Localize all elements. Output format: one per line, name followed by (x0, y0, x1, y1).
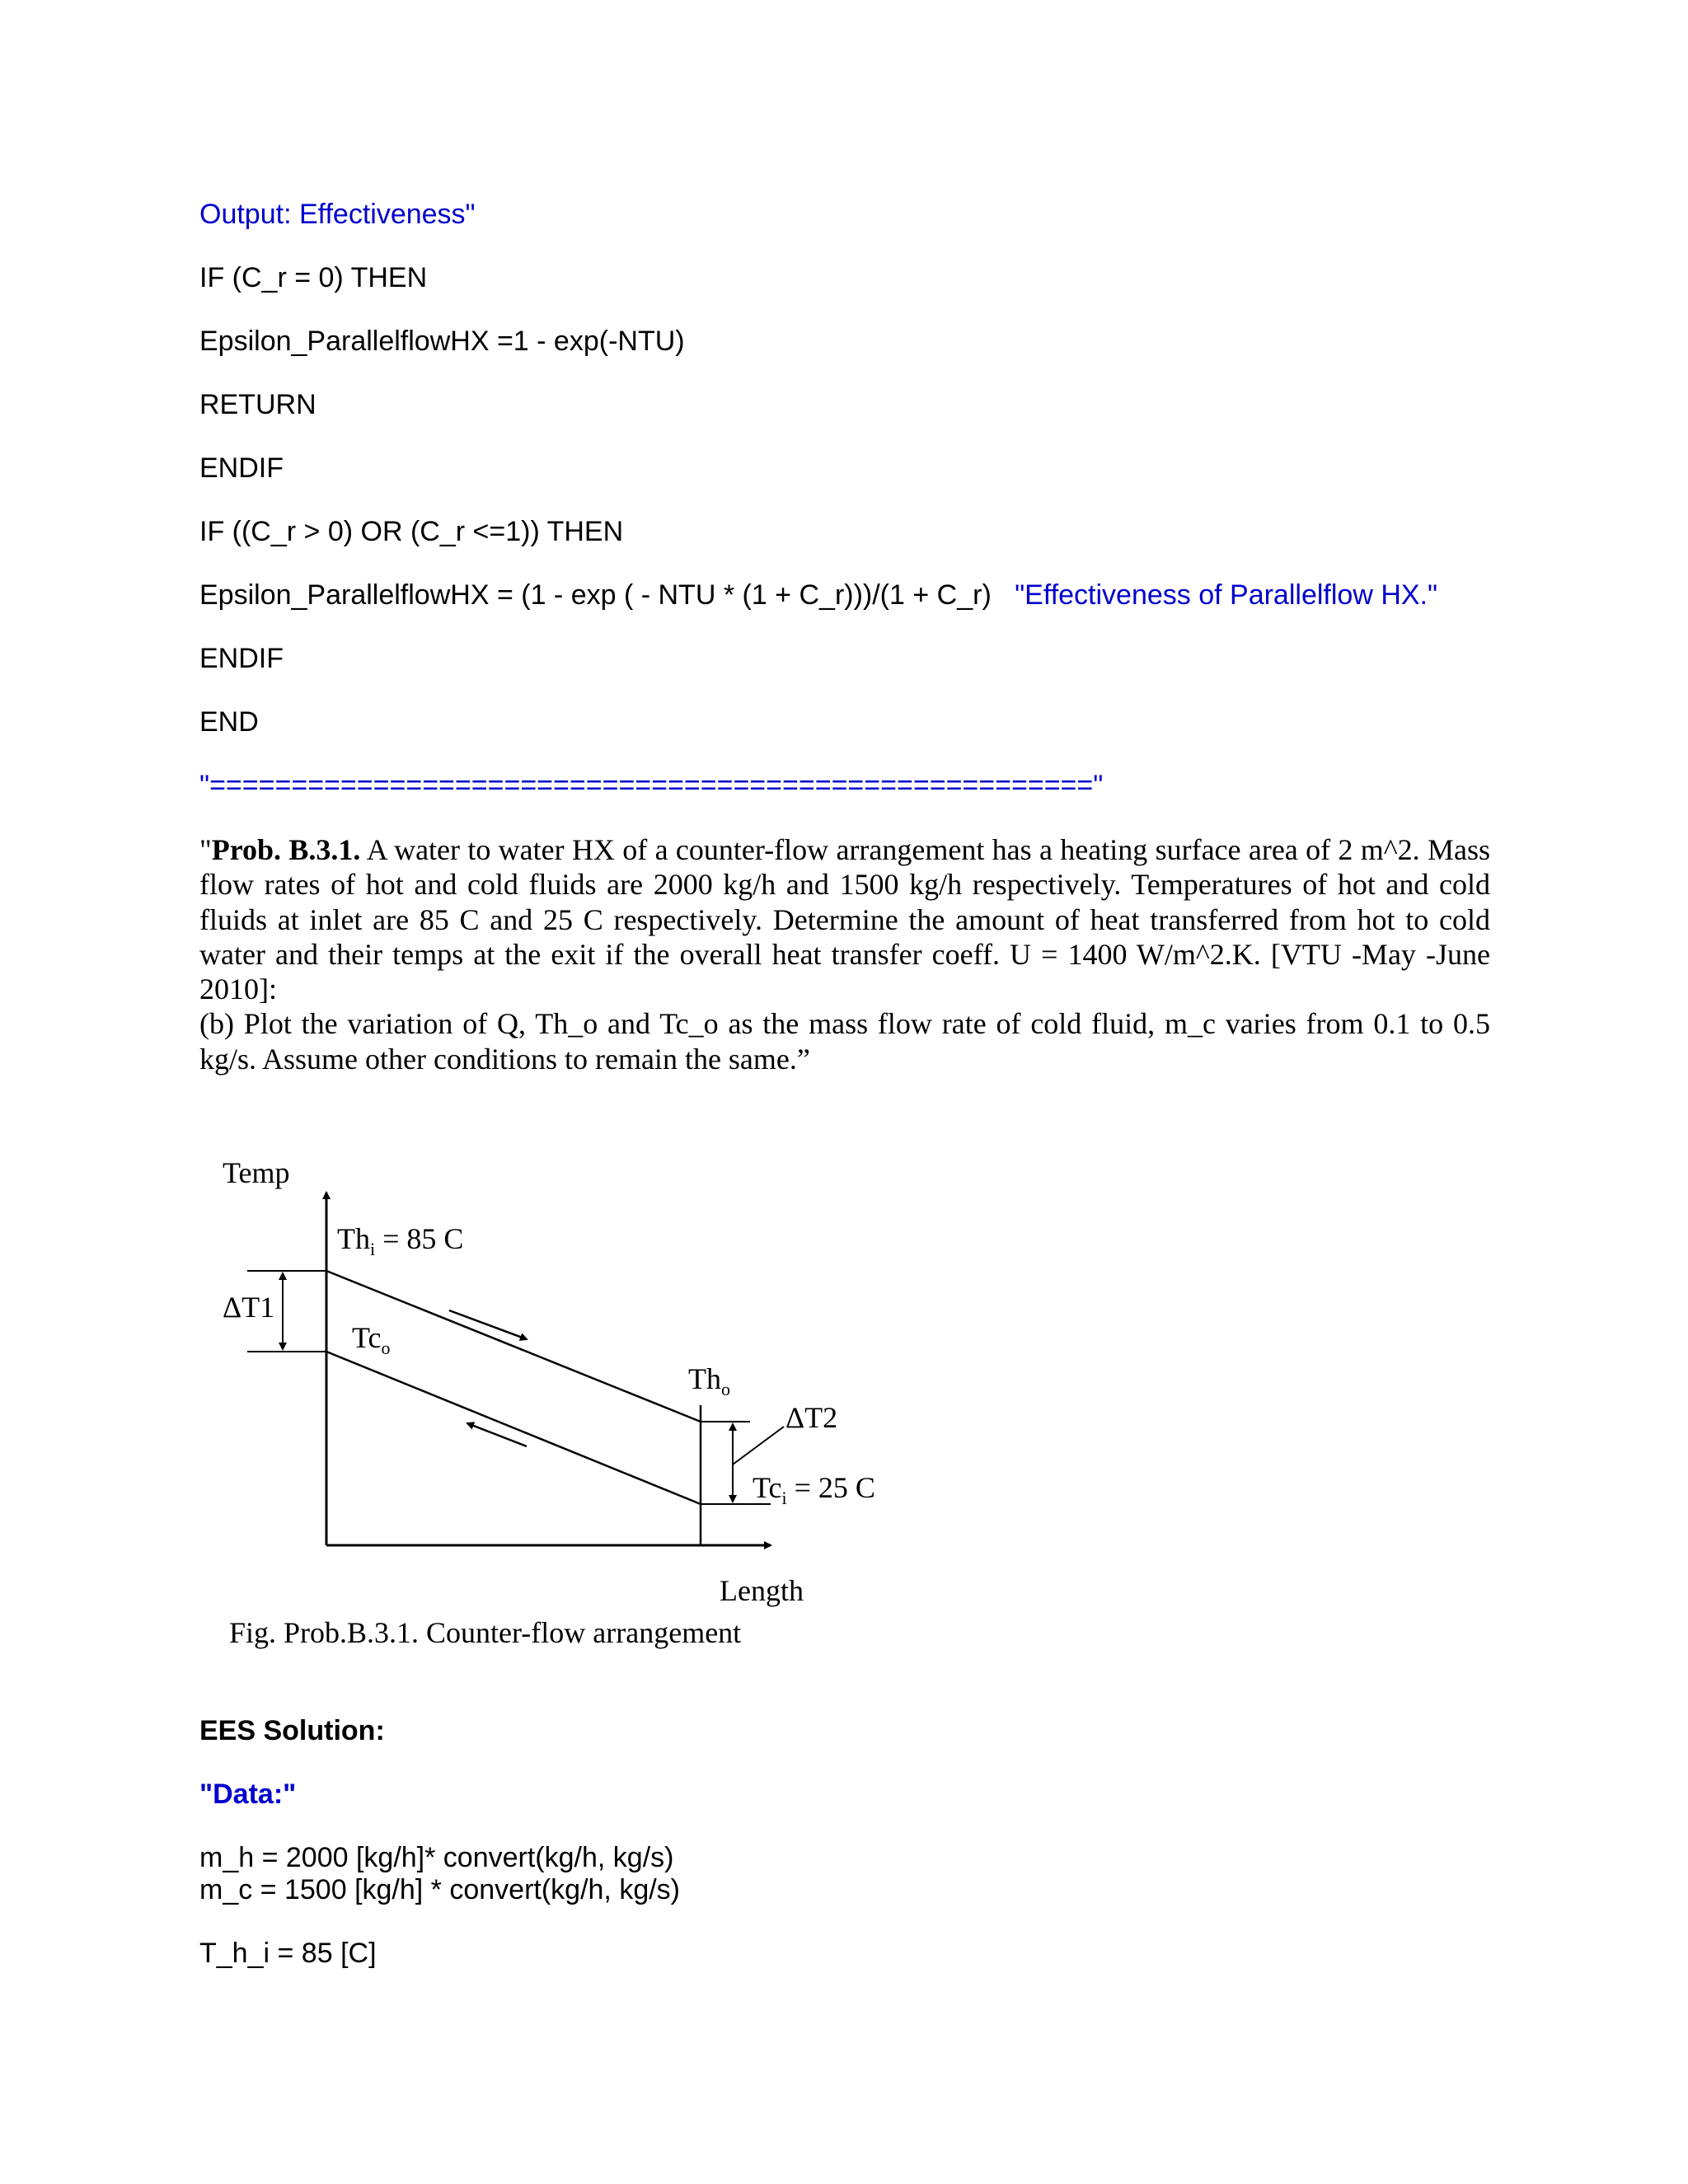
code-epsilon-2-expression: Epsilon_ParallelflowHX = (1 - exp ( - NTU * (1 + C_r)))/(1 + C_r) (199, 579, 992, 611)
problem-title: Prob. B.3.1. (211, 833, 361, 866)
delta-t1-label: ΔT1 (223, 1291, 275, 1324)
code-line-if-1: IF (C_r = 0) THEN (199, 262, 428, 293)
code-line-epsilon-1: Epsilon_ParallelflowHX =1 - exp(-NTU) (199, 326, 685, 357)
th-i-label: $Th_i = 85$ C (337, 1222, 464, 1259)
x-axis-label: Length (720, 1574, 804, 1607)
y-axis-label: Temp (223, 1156, 290, 1189)
problem-quote: " (199, 833, 212, 866)
problem-part-b: (b) Plot the variation of Q, Th_o and Tc_o as the mass flow rate of cold fluid, m_c varies from 0.1 to 0.5 kg/s. Assume other conditions to remain the same.” (199, 1007, 1490, 1076)
problem-statement (199, 832, 1490, 1076)
code-line-return: RETURN (199, 389, 316, 420)
data-label: "Data:" (199, 1779, 297, 1810)
cold-flow-arrow (467, 1423, 527, 1446)
counterflow-diagram (210, 1141, 919, 1619)
code-line-if-2: IF ((C_r > 0) OR (C_r <=1)) THEN (199, 516, 624, 547)
figure-caption: Fig. Prob.B.3.1. Counter-flow arrangement (229, 1616, 742, 1649)
tc-o-label: $Tc_o$ (352, 1321, 391, 1358)
solution-heading: EES Solution: (199, 1715, 385, 1746)
code-line-endif-2: ENDIF (199, 643, 284, 674)
cold-fluid-line (326, 1352, 701, 1504)
code-line-epsilon-2 (199, 579, 1437, 612)
code-line-end: END (199, 706, 259, 738)
separator-line: "======================================================" (199, 770, 1104, 801)
output-comment: Output: Effectiveness" (199, 199, 476, 230)
code-line-endif-1: ENDIF (199, 452, 284, 484)
problem-part-a: A water to water HX of a counter-flow arrangement has a heating surface area of 2 m^2. Mass flow rates of hot and cold fluids are 2000 kg/h and 1500 kg/h respectively. Temperatures of hot and cold fluids at inlet are 85 C and 25 C respectively. Determine the amount of heat transferred from hot to cold water and their temps at the exit if the overall heat transfer coeff. U = 1400 W/m^2.K. [VTU -May -June 2010]: (199, 833, 1490, 1006)
tc-i-label: $Tc_i = 25$ C (753, 1471, 875, 1508)
th-o-label: $Th_o$ (688, 1362, 730, 1399)
delta-t2-label: ΔT2 (785, 1401, 838, 1434)
code-line-m-c: m_c = 1500 [kg/h] * convert(kg/h, kg/s) (199, 1874, 680, 1905)
delta-t2-leader (733, 1427, 784, 1465)
code-line-m-h: m_h = 2000 [kg/h]* convert(kg/h, kg/s) (199, 1842, 674, 1873)
code-line-t-h-i: T_h_i = 85 [C] (199, 1938, 377, 1969)
code-epsilon-2-comment: "Effectiveness of Parallelflow HX." (1015, 579, 1438, 611)
